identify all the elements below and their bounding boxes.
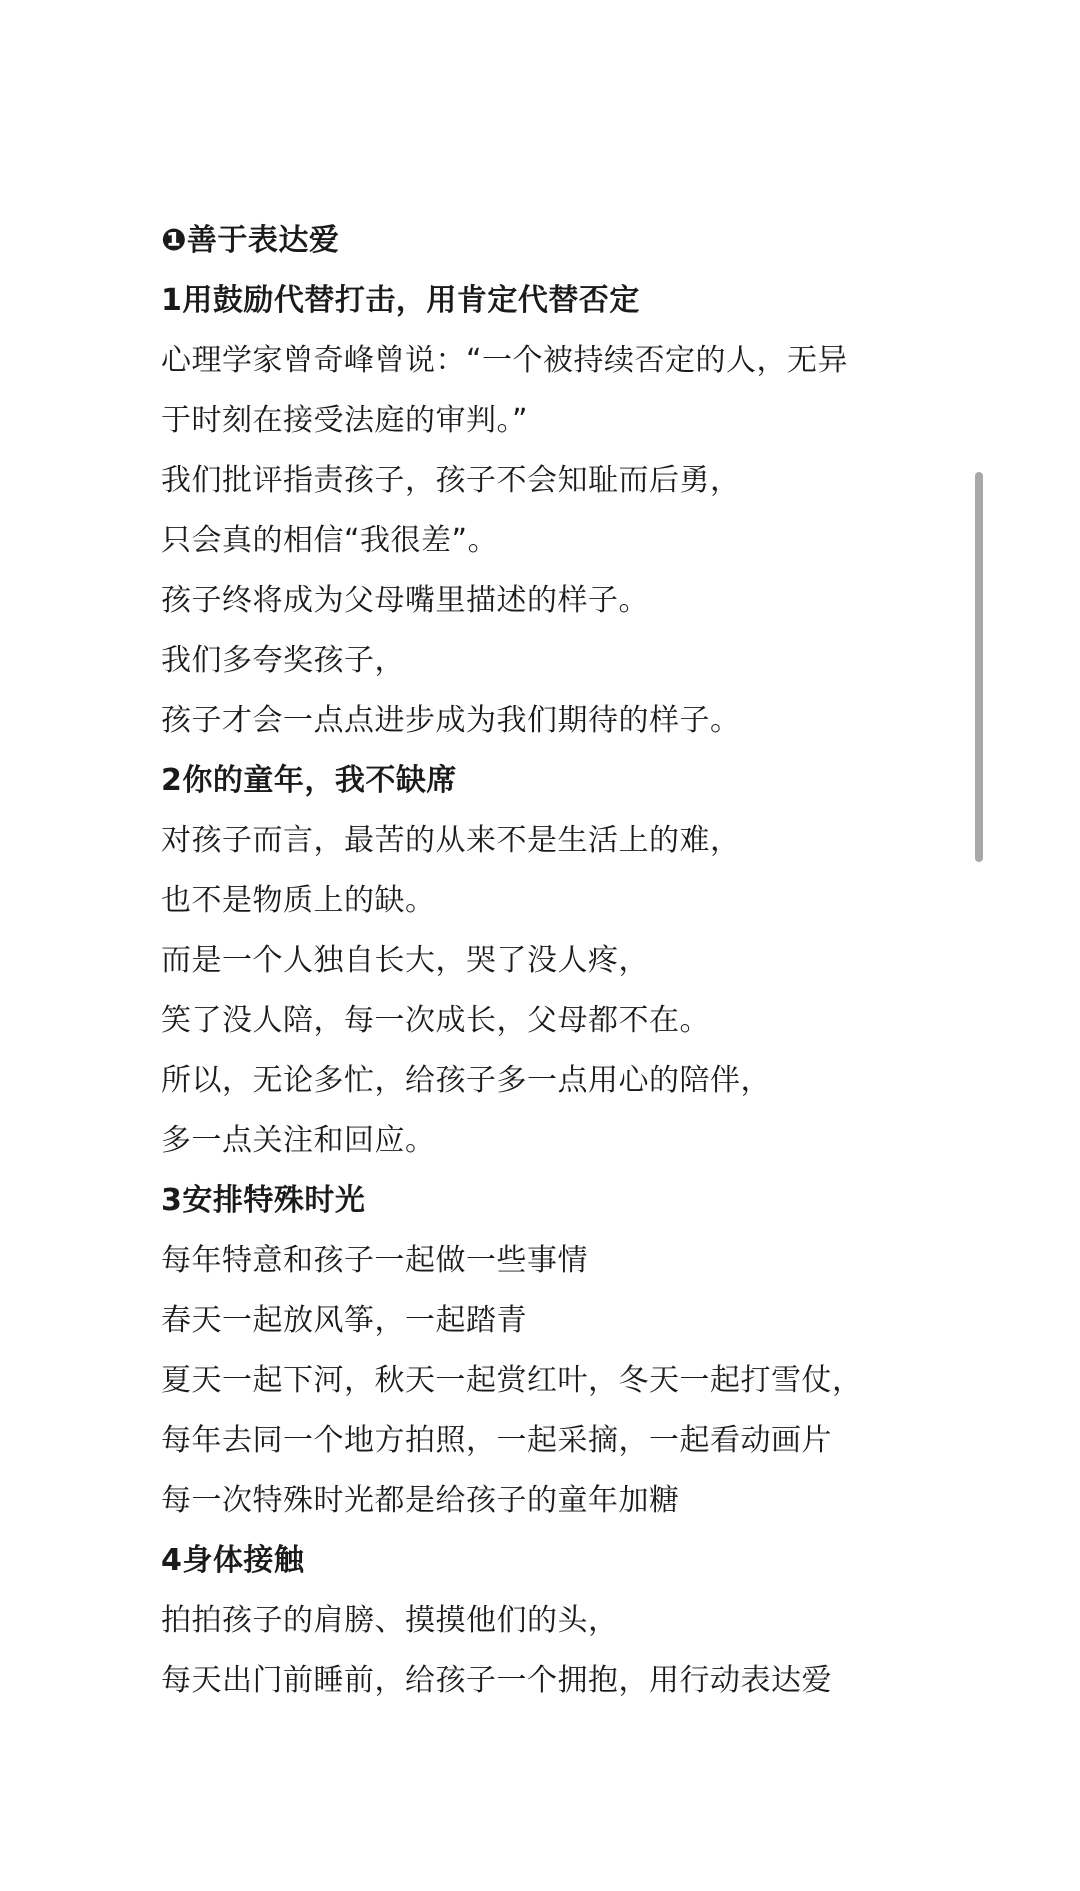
section-heading: 1用鼓励代替打击，用肯定代替否定 [161, 283, 640, 318]
paragraph-line: 我们批评指责孩子，孩子不会知耻而后勇， [161, 463, 741, 498]
paragraph-line: 对孩子而言，最苦的从来不是生活上的难， [161, 823, 741, 858]
paragraph-line: 每年去同一个地方拍照，一起采摘，一起看动画片 [161, 1423, 832, 1458]
section-heading: 4身体接触 [161, 1543, 305, 1578]
paragraph-line: 也不是物质上的缺。 [161, 883, 436, 918]
paragraph-line: 只会真的相信“我很差”。 [161, 523, 499, 558]
paragraph-line: 心理学家曾奇峰曾说：“一个被持续否定的人，无异 [161, 343, 849, 378]
scrollbar[interactable] [975, 472, 983, 862]
paragraph-line: 而是一个人独自长大，哭了没人疼， [161, 943, 649, 978]
paragraph-line: 每年特意和孩子一起做一些事情 [161, 1243, 588, 1278]
paragraph-line: 每天出门前睡前，给孩子一个拥抱，用行动表达爱 [161, 1663, 832, 1698]
paragraph-line: 夏天一起下河，秋天一起赏红叶，冬天一起打雪仗， [161, 1363, 863, 1398]
paragraph-line: 孩子终将成为父母嘴里描述的样子。 [161, 583, 649, 618]
paragraph-line: 每一次特殊时光都是给孩子的童年加糖 [161, 1483, 680, 1518]
paragraph-line: 所以，无论多忙，给孩子多一点用心的陪伴， [161, 1063, 771, 1098]
section-heading: 2你的童年，我不缺席 [161, 763, 457, 798]
paragraph-line: 笑了没人陪，每一次成长，父母都不在。 [161, 1003, 710, 1038]
paragraph-line: 孩子才会一点点进步成为我们期待的样子。 [161, 703, 741, 738]
paragraph-line: 于时刻在接受法庭的审判。” [161, 403, 529, 438]
article-body [161, 211, 961, 1711]
scrollbar-thumb[interactable] [975, 472, 983, 862]
paragraph-line: 拍拍孩子的肩膀、摸摸他们的头， [161, 1603, 619, 1638]
paragraph-line: 我们多夸奖孩子， [161, 643, 405, 678]
paragraph-line: 春天一起放风筝，一起踏青 [161, 1303, 527, 1338]
section-heading: ❶善于表达爱 [161, 223, 340, 258]
section-heading: 3安排特殊时光 [161, 1183, 366, 1218]
paragraph-line: 多一点关注和回应。 [161, 1123, 436, 1158]
